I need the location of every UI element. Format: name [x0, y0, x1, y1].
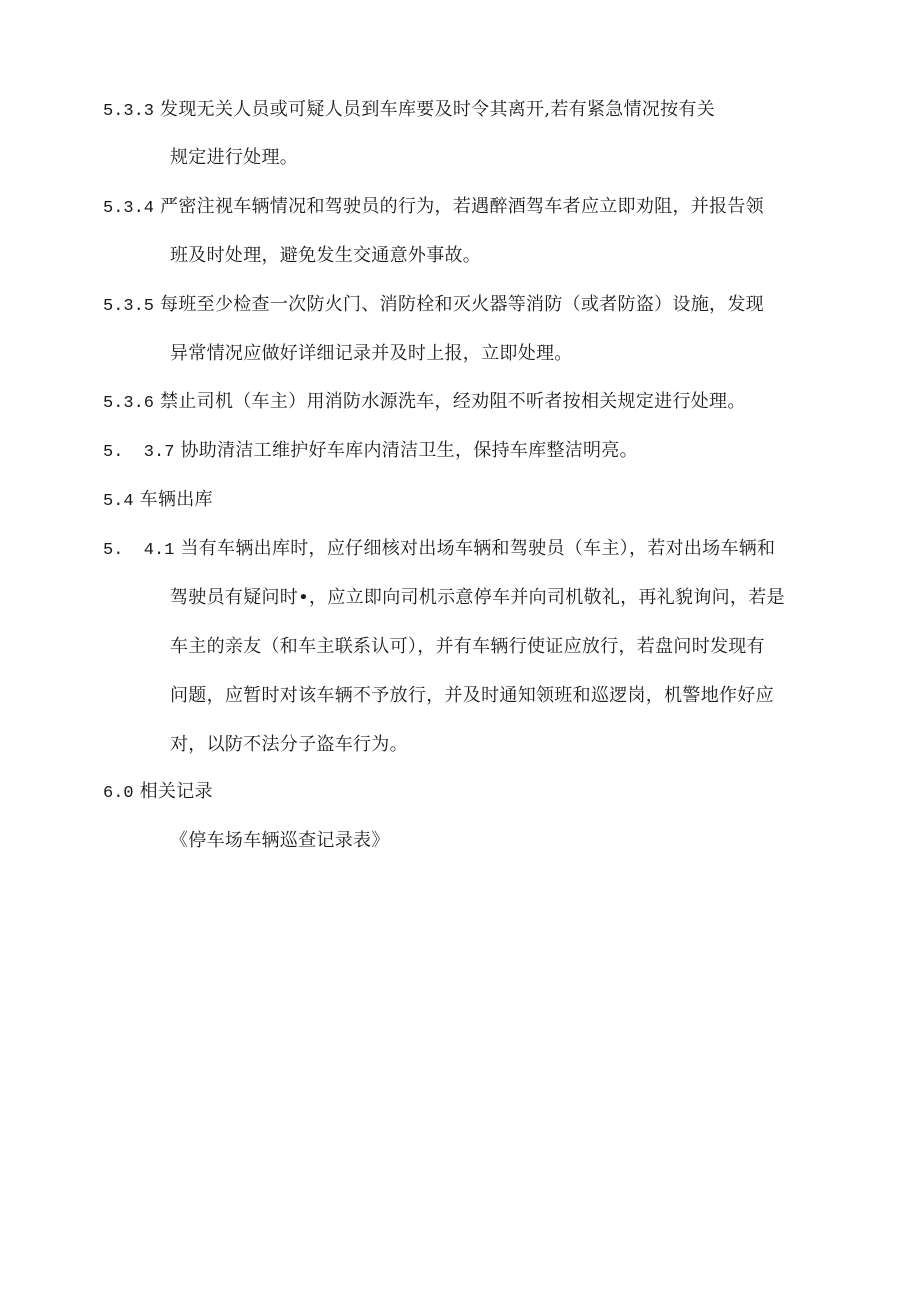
- related-record-form-name: 《停车场车辆巡查记录表》: [170, 830, 390, 851]
- section-5-3-6-line-1: [103, 390, 746, 416]
- section-6-0-heading: [103, 780, 213, 806]
- section-number: 5. 4.1: [103, 541, 175, 560]
- section-5-4-1-line-4: 问题，应暂时对该车辆不予放行，并及时通知领班和巡逻岗，机警地作好应: [170, 685, 774, 706]
- paragraph-text: 协助清洁工维护好车库内清洁卫生，保持车库整洁明亮。: [180, 440, 638, 461]
- section-title: 相关记录: [139, 781, 213, 802]
- section-number: 5.4: [103, 492, 134, 511]
- section-5-3-4-line-2: 班及时处理，避免发生交通意外事故。: [170, 245, 482, 266]
- section-number: 5.3.5: [103, 297, 155, 316]
- paragraph-text: 当有车辆出库时，应仔细核对出场车辆和驾驶员（车主），若对出场车辆和: [180, 538, 776, 559]
- section-5-3-4-line-1: [103, 195, 764, 221]
- section-number: 5.3.6: [103, 394, 155, 413]
- section-5-4-1-line-3: 车主的亲友（和车主联系认可），并有车辆行使证应放行，若盘问时发现有: [170, 636, 765, 657]
- section-5-3-7-line-1: [103, 439, 638, 465]
- section-5-3-3-line-1: [103, 98, 715, 124]
- paragraph-text: 发现无关人员或可疑人员到车库要及时令其离开,若有紧急情况按有关: [160, 99, 716, 120]
- paragraph-text: 每班至少检查一次防火门、消防栓和灭火器等消防（或者防盗）设施，发现: [160, 294, 764, 315]
- section-5-3-5-line-2: 异常情况应做好详细记录并及时上报，立即处理。: [170, 343, 573, 364]
- section-number: 5.3.4: [103, 199, 155, 218]
- section-5-4-1-line-5: 对，以防不法分子盗车行为。: [170, 734, 408, 755]
- section-5-4-1-line-1: [103, 537, 775, 563]
- paragraph-text: 严密注视车辆情况和驾驶员的行为，若遇醉酒驾车者应立即劝阻，并报告领: [160, 196, 764, 217]
- section-5-4-heading: [103, 488, 213, 514]
- section-number: 5.3.3: [103, 102, 155, 121]
- section-5-3-3-line-2: 规定进行处理。: [170, 147, 299, 168]
- section-number: 6.0: [103, 784, 134, 803]
- section-number: 5. 3.7: [103, 443, 175, 462]
- section-5-3-5-line-1: [103, 293, 764, 319]
- paragraph-text: 禁止司机（车主）用消防水源洗车，经劝阻不听者按相关规定进行处理。: [160, 391, 746, 412]
- section-5-4-1-line-2: 驾驶员有疑问时•，应立即向司机示意停车并向司机敬礼，再礼貌询问，若是: [170, 587, 785, 608]
- section-title: 车辆出库: [139, 489, 213, 510]
